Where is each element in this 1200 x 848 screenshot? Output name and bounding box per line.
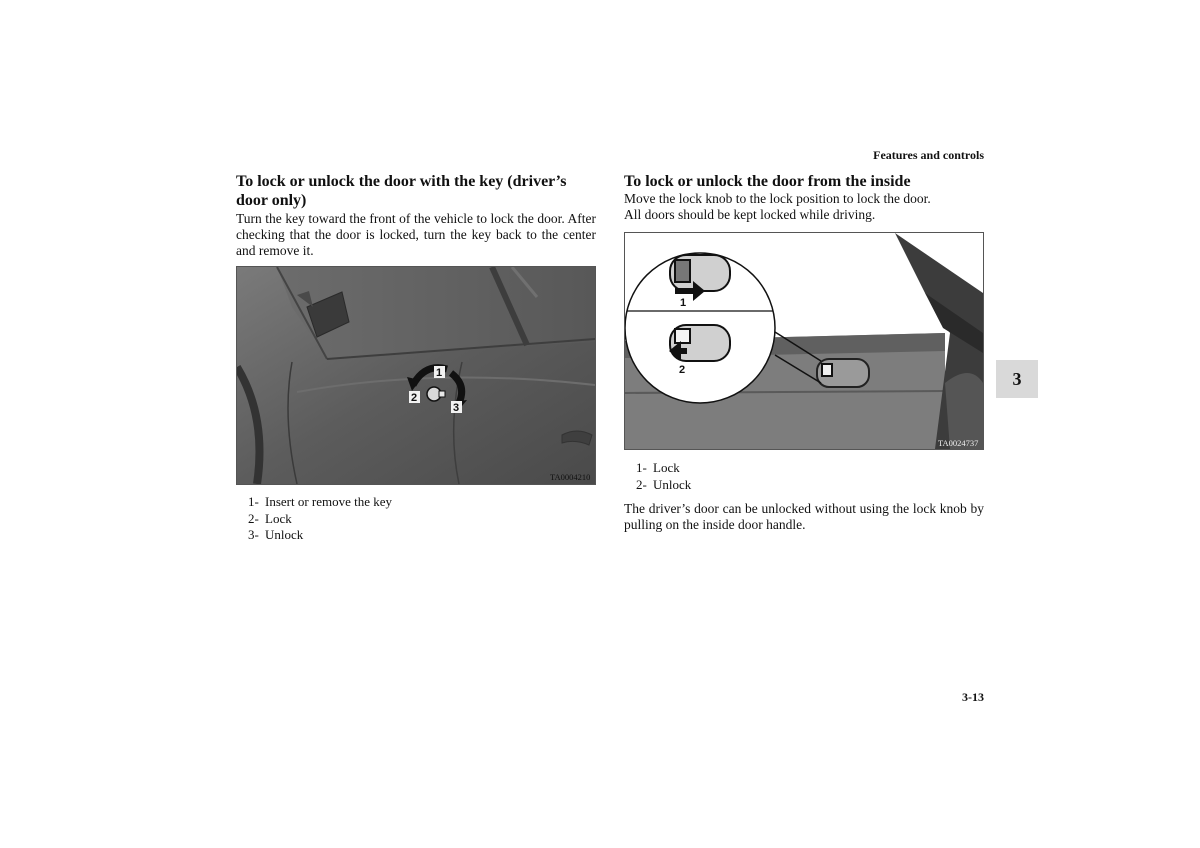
- list-item: 2- Unlock: [636, 476, 692, 492]
- callout-2: 2: [679, 364, 686, 376]
- list-item: 3- Unlock: [248, 527, 304, 542]
- running-head: Features and controls: [873, 148, 984, 162]
- right-paragraph-3: The driver’s door can be unlocked without using the lock knob by pulling on the inside door handle.: [624, 501, 984, 532]
- list-item: 2- Lock: [248, 510, 292, 526]
- callout-2: 2: [411, 392, 418, 404]
- left-legend-list: [248, 494, 588, 544]
- inside-lock-figure: [624, 232, 984, 450]
- chapter-tab[interactable]: [996, 360, 1038, 398]
- left-section: [236, 172, 596, 259]
- chapter-tab-number: 3: [1012, 368, 1022, 389]
- callout-3: 3: [453, 402, 460, 414]
- key-lock-figure: [236, 266, 596, 485]
- left-paragraph: Turn the key toward the front of the vehicle to lock the door. After checking that the door is locked, turn the key back to the center and remove it.: [236, 211, 596, 258]
- list-item: 1- Insert or remove the key: [248, 494, 393, 509]
- left-heading: To lock or unlock the door with the key (driver’s door only): [236, 173, 567, 209]
- door-trim-illustration: [625, 233, 983, 449]
- car-door-illustration: [237, 267, 595, 484]
- callout-1: 1: [436, 367, 443, 379]
- figure-code: TA0004210: [550, 472, 591, 482]
- figure-code: TA0024737: [938, 438, 979, 448]
- page-number: 3-13: [962, 690, 984, 704]
- right-paragraph-2: All doors should be kept locked while driving.: [624, 207, 876, 222]
- right-legend-list: [636, 460, 976, 493]
- callout-1: 1: [680, 297, 687, 309]
- right-section: [624, 172, 984, 223]
- right-paragraph-1: Move the lock knob to the lock position to lock the door.: [624, 191, 931, 206]
- list-item: 1- Lock: [636, 460, 680, 475]
- right-heading: To lock or unlock the door from the inside: [624, 173, 911, 190]
